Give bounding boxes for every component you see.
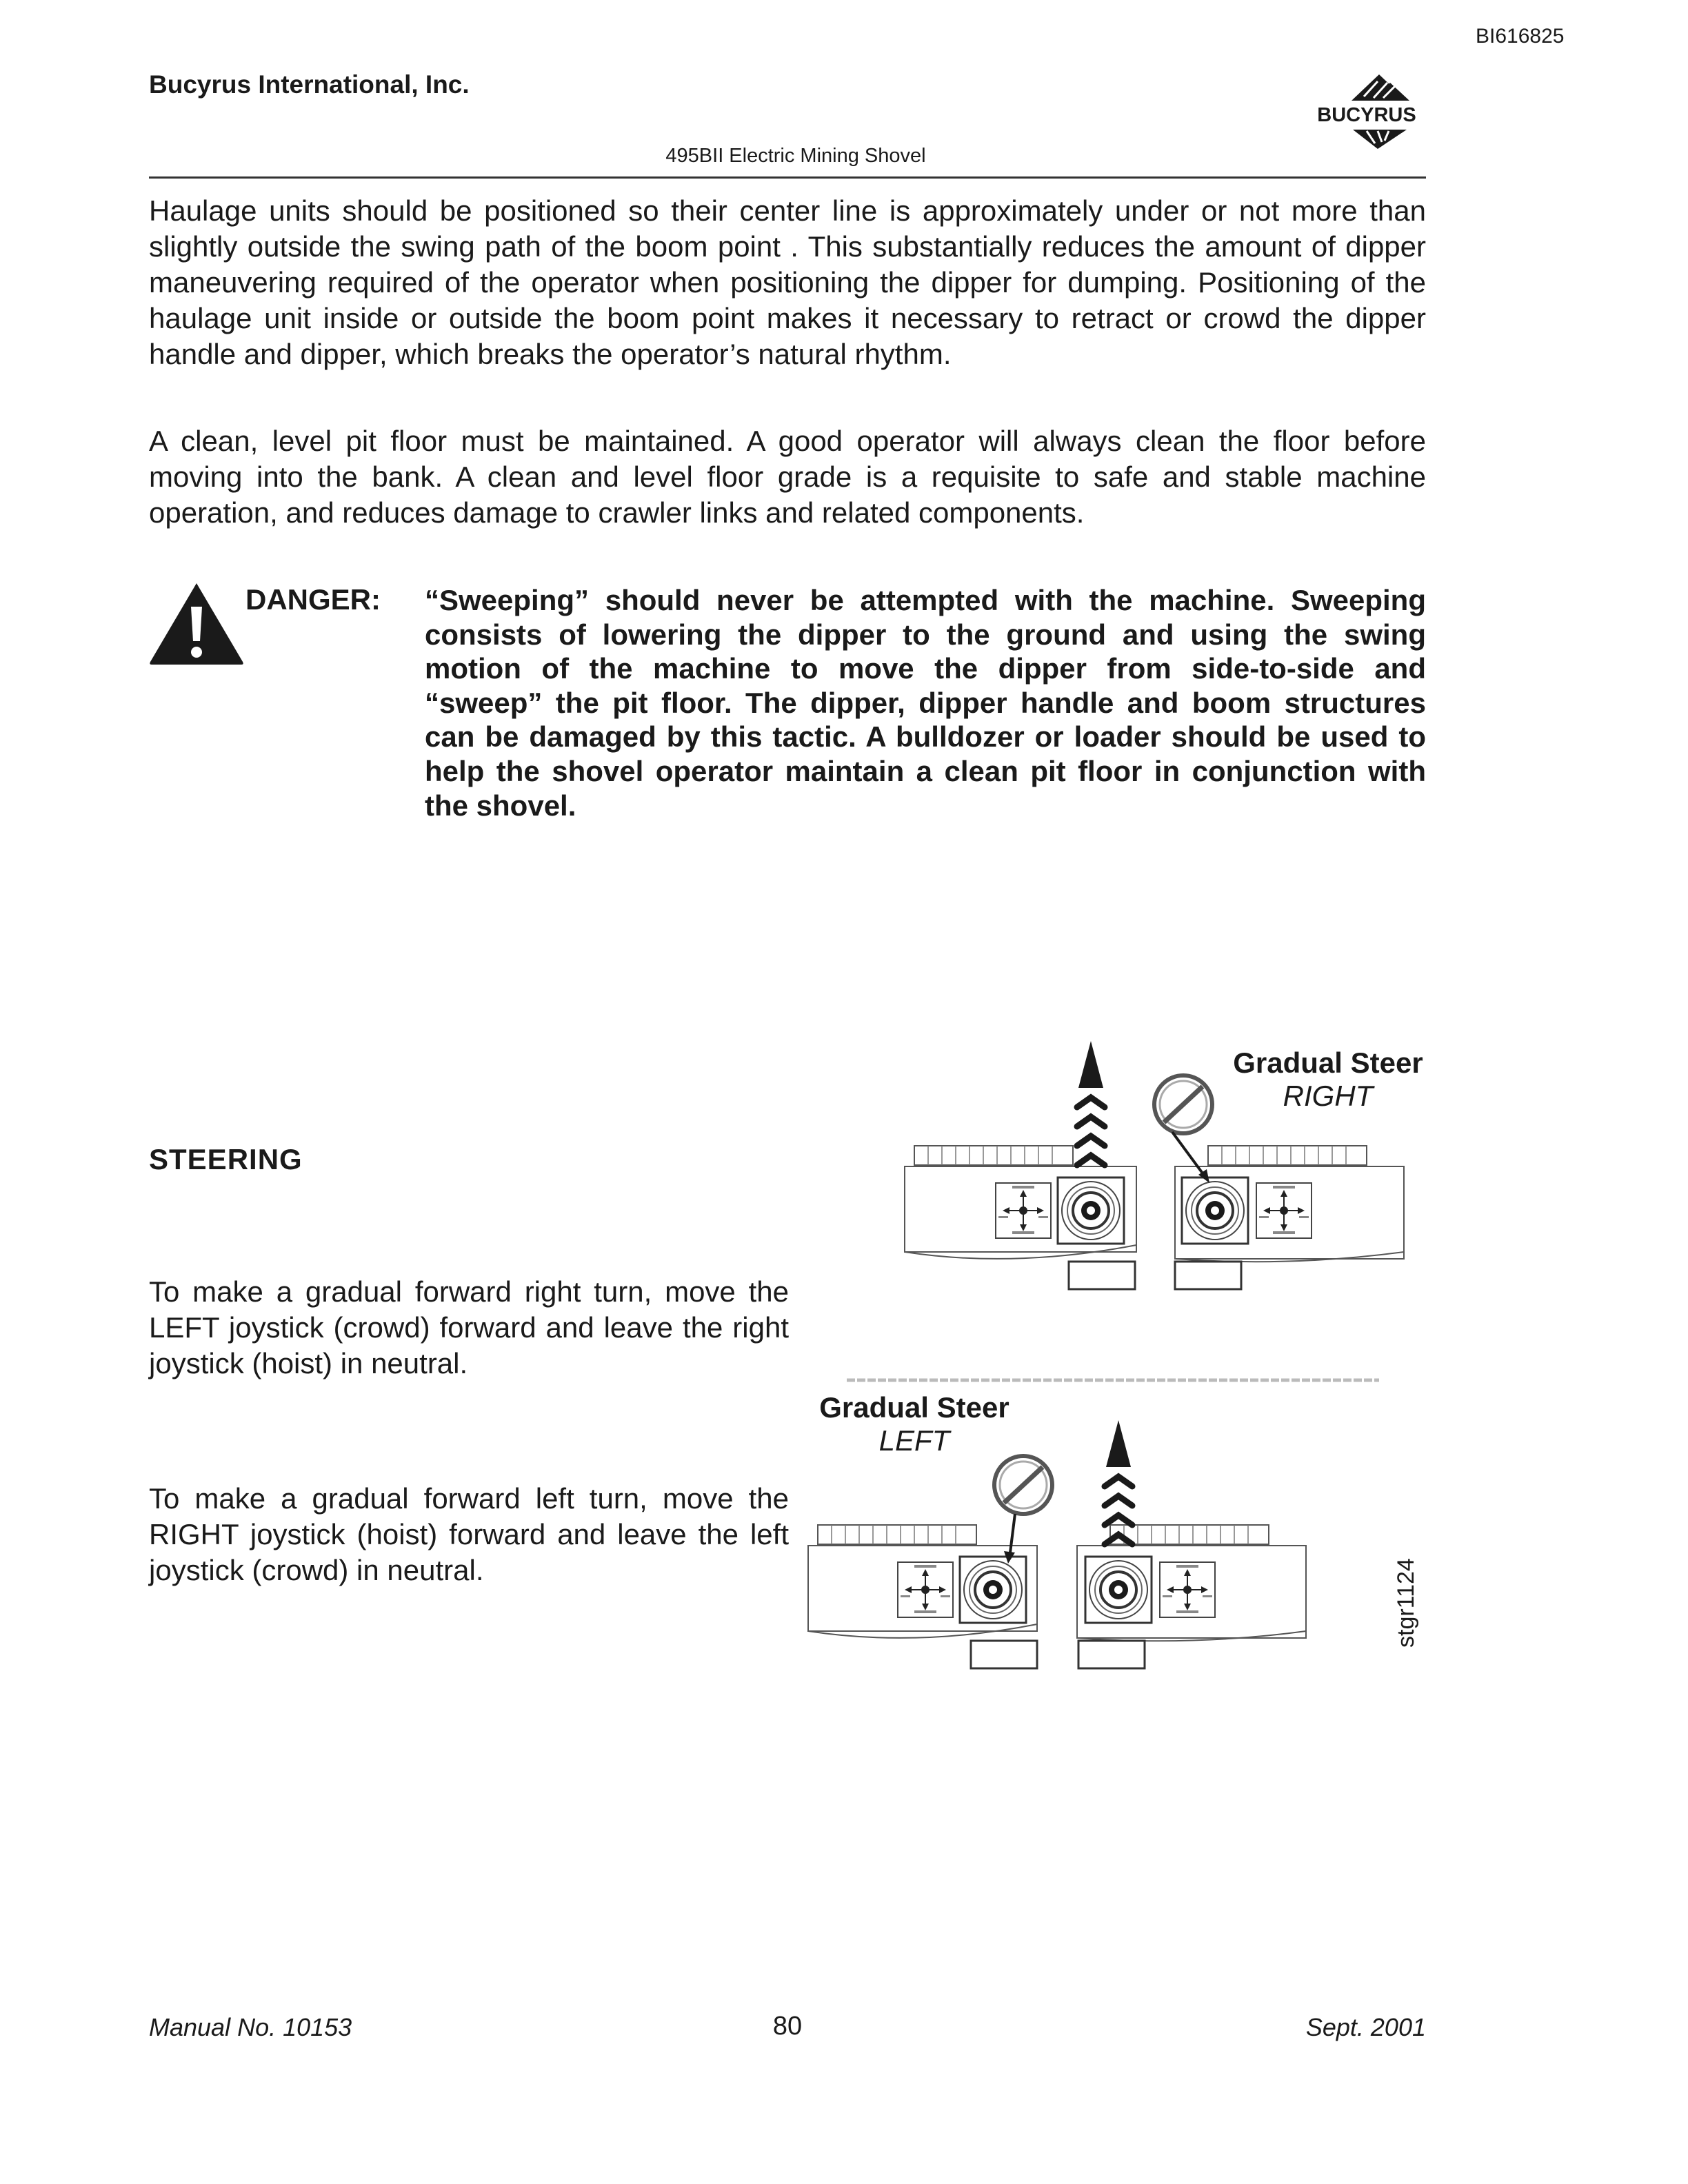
bucyrus-logo bbox=[1303, 68, 1427, 152]
header-rule bbox=[149, 176, 1426, 179]
company-name: Bucyrus International, Inc. bbox=[149, 70, 470, 99]
document-subtitle: 495BII Electric Mining Shovel bbox=[665, 145, 926, 167]
figure-code: stgr1124 bbox=[1393, 1558, 1419, 1648]
top-label-line1: Gradual Steer bbox=[1233, 1046, 1423, 1079]
steering-joystick-figure bbox=[807, 1027, 1441, 1689]
steering-heading: STEERING bbox=[149, 1143, 303, 1175]
paragraph-pit-floor: A clean, level pit floor must be maintained. A good operator will always clean the floor before moving into the bank. A clean and level floor grade is a requisite to safe and stable machine operation, and reduces damage to crawler links and related components. bbox=[149, 425, 1426, 529]
danger-label: DANGER: bbox=[245, 583, 381, 616]
warning-triangle-icon bbox=[148, 580, 245, 667]
bottom-label-line1: Gradual Steer bbox=[819, 1391, 1009, 1424]
danger-text: “Sweeping” should never be attempted with the machine. Sweeping consists of lowering the dipper to the ground and using the swing motion of the machine to move the dipper from side-to-side and “sweep” the pit floor. The dipper, dipper handle and boom structures can be damaged by this tactic. A bulldozer or loader should be used to help the shovel operator maintain a clean pit floor in conjunction with the shovel. bbox=[425, 584, 1426, 822]
footer-manual-number: Manual No. 10153 bbox=[149, 2013, 352, 2041]
svg-text:BUCYRUS: BUCYRUS bbox=[1317, 104, 1416, 126]
top-label-line2: RIGHT bbox=[1283, 1080, 1374, 1112]
paragraph-haulage: Haulage units should be positioned so their center line is approximately under or not more than slightly outside the swing path of the boom point . This substantially reduces the amount of dipper maneuvering required of the operator when positioning the dipper for dumping. Positioning of the haulage unit inside or outside the boom point makes it necessary to retract or crowd the dipper handle and dipper, which breaks the operator’s natural rhythm. bbox=[149, 194, 1426, 370]
bottom-label-line2: LEFT bbox=[878, 1424, 950, 1457]
steering-left-turn-text: To make a gradual forward left turn, move the RIGHT joystick (hoist) forward and leave the left joystick (crowd) in neutral. bbox=[149, 1482, 789, 1586]
steering-right-turn-text: To make a gradual forward right turn, move the LEFT joystick (crowd) forward and leave the right joystick (hoist) in neutral. bbox=[149, 1275, 789, 1379]
footer-date: Sept. 2001 bbox=[1305, 2013, 1426, 2041]
document-id: BI616825 bbox=[1476, 25, 1565, 48]
footer-page-number: 80 bbox=[772, 2012, 803, 2041]
